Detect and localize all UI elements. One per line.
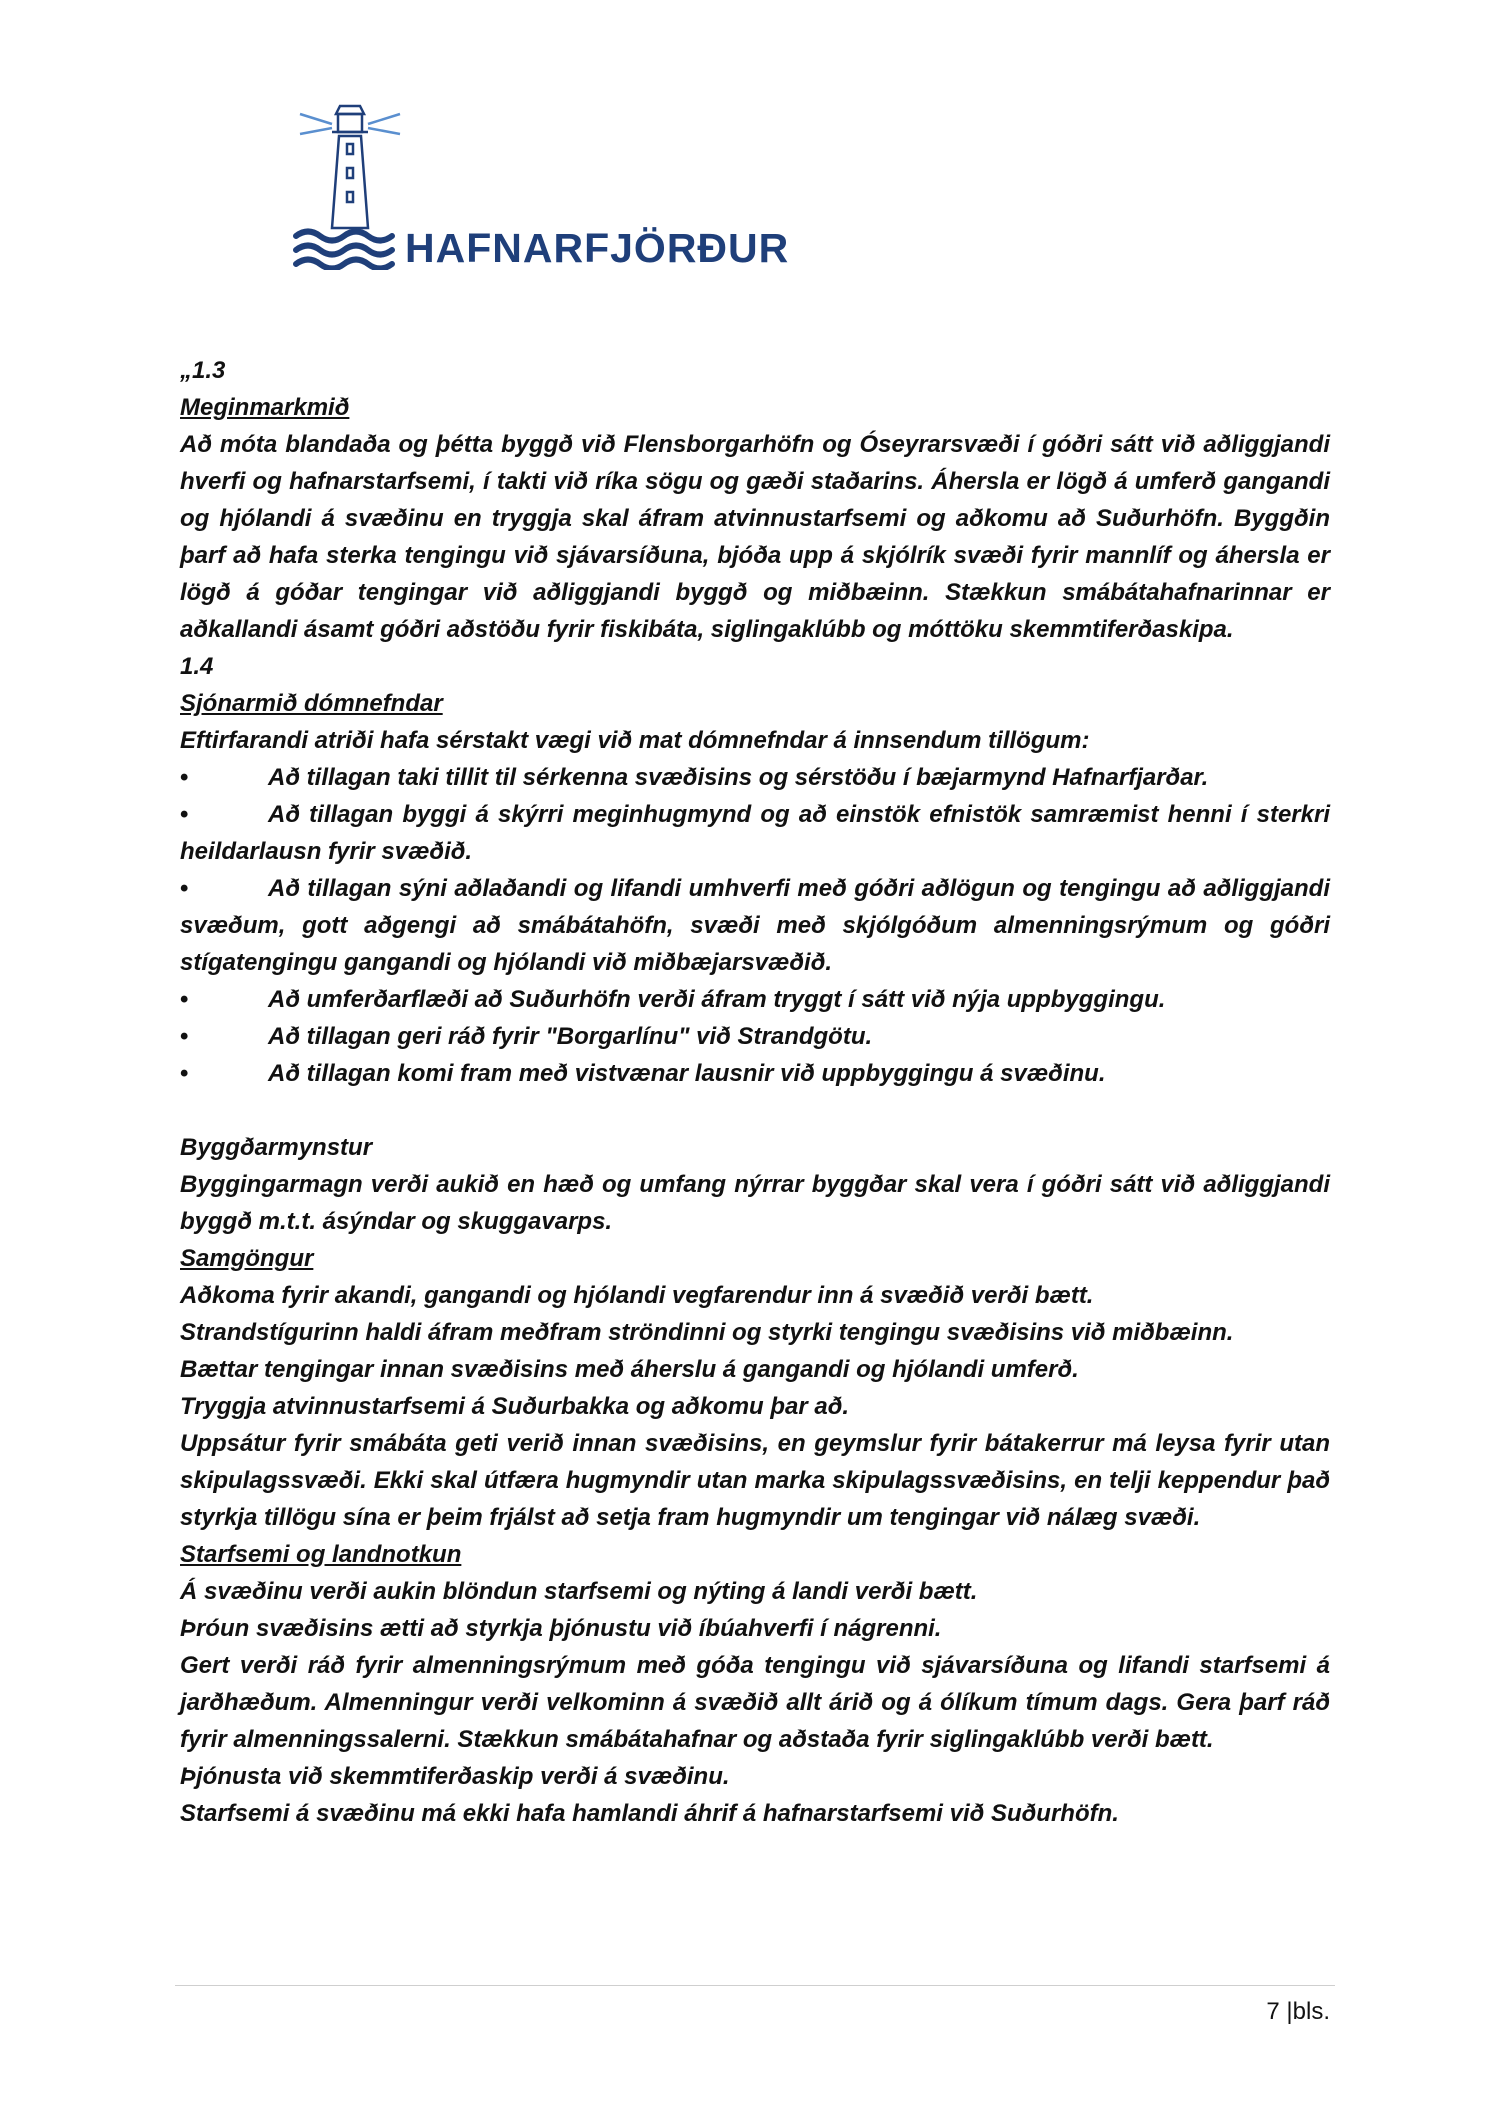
footer-divider: [175, 1985, 1335, 1986]
subsection-paragraph: Byggingarmagn verði aukið en hæð og umfang nýrrar byggðar skal vera í góðri sátt við aðliggjandi byggð m.t.t. ásýndar og skuggavarps.: [180, 1171, 1330, 1235]
spacer: [180, 1092, 1330, 1129]
subsection-line: Þjónusta við skemmtiferðaskip verði á svæðinu.: [180, 1763, 730, 1790]
subsection-heading: Samgöngur: [180, 1245, 314, 1272]
logo-text: HAFNARFJÖRÐUR: [405, 225, 790, 271]
section-intro: Eftirfarandi atriði hafa sérstakt vægi við mat dómnefndar á innsendum tillögum:: [180, 727, 1090, 754]
bullet-item: • Að tillagan geri ráð fyrir "Borgarlínu" við Strandgötu.: [180, 1018, 1330, 1055]
page-number: 7 |bls.: [1266, 1998, 1330, 2025]
bullet-marker: •: [180, 801, 189, 828]
subsection-line: Uppsátur fyrir smábáta geti verið innan svæðisins, en geymslur fyrir bátakerrur má leysa fyrir utan skipulagssvæði. Ekki skal útfæra hugmyndir utan marka skipulagssvæðisins, en telji keppendur það styrkja tillögu sína er þeim frjálst að setja fram hugmyndir um tengingar við nálæg svæði.: [180, 1430, 1330, 1531]
bullet-marker: •: [180, 1023, 189, 1050]
bullet-item: • Að tillagan komi fram með vistvænar lausnir við uppbyggingu á svæðinu.: [180, 1055, 1330, 1092]
subsection-line: Bættar tengingar innan svæðisins með áherslu á gangandi og hjólandi umferð.: [180, 1356, 1079, 1383]
section-paragraph: Að móta blandaða og þétta byggð við Flensborgarhöfn og Óseyrarsvæði í góðri sátt við aðliggjandi hverfi og hafnarstarfsemi, í takti við ríka sögu og gæði staðarins. Áhersla er lögð á umferð gangandi og hjólandi á svæðinu en tryggja skal áfram atvinnustarfsemi og aðkomu að Suðurhöfn. Byggðin þarf að hafa sterka tengingu við sjávarsíðuna, bjóða upp á skjólrík svæði fyrir mannlíf og áhersla er lögð á góðar tengingar við aðliggjandi byggð og miðbæinn. Stækkun smábátahafnarinnar er aðkallandi ásamt góðri aðstöðu fyrir fiskibáta, siglingaklúbb og móttöku skemmtiferðaskipa.: [180, 431, 1330, 643]
subsection-line: Á svæðinu verði aukin blöndun starfsemi og nýting á landi verði bætt.: [180, 1578, 978, 1605]
bullet-marker: •: [180, 986, 189, 1013]
subsection-heading: Starfsemi og landnotkun: [180, 1541, 462, 1568]
bullet-marker: •: [180, 875, 189, 902]
bullet-marker: •: [180, 1060, 189, 1087]
subsection-line: Þróun svæðisins ætti að styrkja þjónustu við íbúahverfi í nágrenni.: [180, 1615, 942, 1642]
bullet-item: • Að tillagan byggi á skýrri meginhugmynd og að einstök efnistök samræmist henni í sterkri heildarlausn fyrir svæðið.: [180, 796, 1330, 870]
subsection-line: Strandstígurinn haldi áfram meðfram ströndinni og styrki tengingu svæðisins við miðbæinn.: [180, 1319, 1234, 1346]
bullet-item: • Að tillagan taki tillit til sérkenna svæðisins og sérstöðu í bæjarmynd Hafnarfjarðar.: [180, 759, 1330, 796]
section-number: 1.4: [180, 653, 214, 680]
subsection-heading: Byggðarmynstur: [180, 1134, 373, 1161]
subsection-line: Gert verði ráð fyrir almenningsrýmum með góða tengingu við sjávarsíðuna og lifandi starfsemi á jarðhæðum. Almenningur verði velkominn á svæðið allt árið og á ólíkum tímum dags. Gera þarf ráð fyrir almenningssalerni. Stækkun smábátahafnar og aðstaða fyrir siglingaklúbb verði bætt.: [180, 1652, 1330, 1753]
section-heading: Meginmarkmið: [180, 394, 350, 421]
subsection-line: Aðkoma fyrir akandi, gangandi og hjólandi vegfarendur inn á svæðið verði bætt.: [180, 1282, 1094, 1309]
hafnarfjordur-logo: [290, 100, 790, 280]
section-number: „1.3: [180, 357, 226, 384]
subsection-line: Tryggja atvinnustarfsemi á Suðurbakka og aðkomu þar að.: [180, 1393, 850, 1420]
document-body: [180, 352, 1330, 1832]
subsection-line: Starfsemi á svæðinu má ekki hafa hamlandi áhrif á hafnarstarfsemi við Suðurhöfn.: [180, 1800, 1119, 1827]
bullet-item: • Að umferðarflæði að Suðurhöfn verði áfram tryggt í sátt við nýja uppbyggingu.: [180, 981, 1330, 1018]
bullet-item: • Að tillagan sýni aðlaðandi og lifandi umhverfi með góðri aðlögun og tengingu að aðliggjandi svæðum, gott aðgengi að smábátahöfn, svæði með skjólgóðum almenningsrýmum og góðri stígatengingu gangandi og hjólandi við miðbæjarsvæðið.: [180, 870, 1330, 981]
lighthouse-waves-icon: [290, 100, 410, 270]
section-heading: Sjónarmið dómnefndar: [180, 690, 443, 717]
bullet-marker: •: [180, 764, 189, 791]
